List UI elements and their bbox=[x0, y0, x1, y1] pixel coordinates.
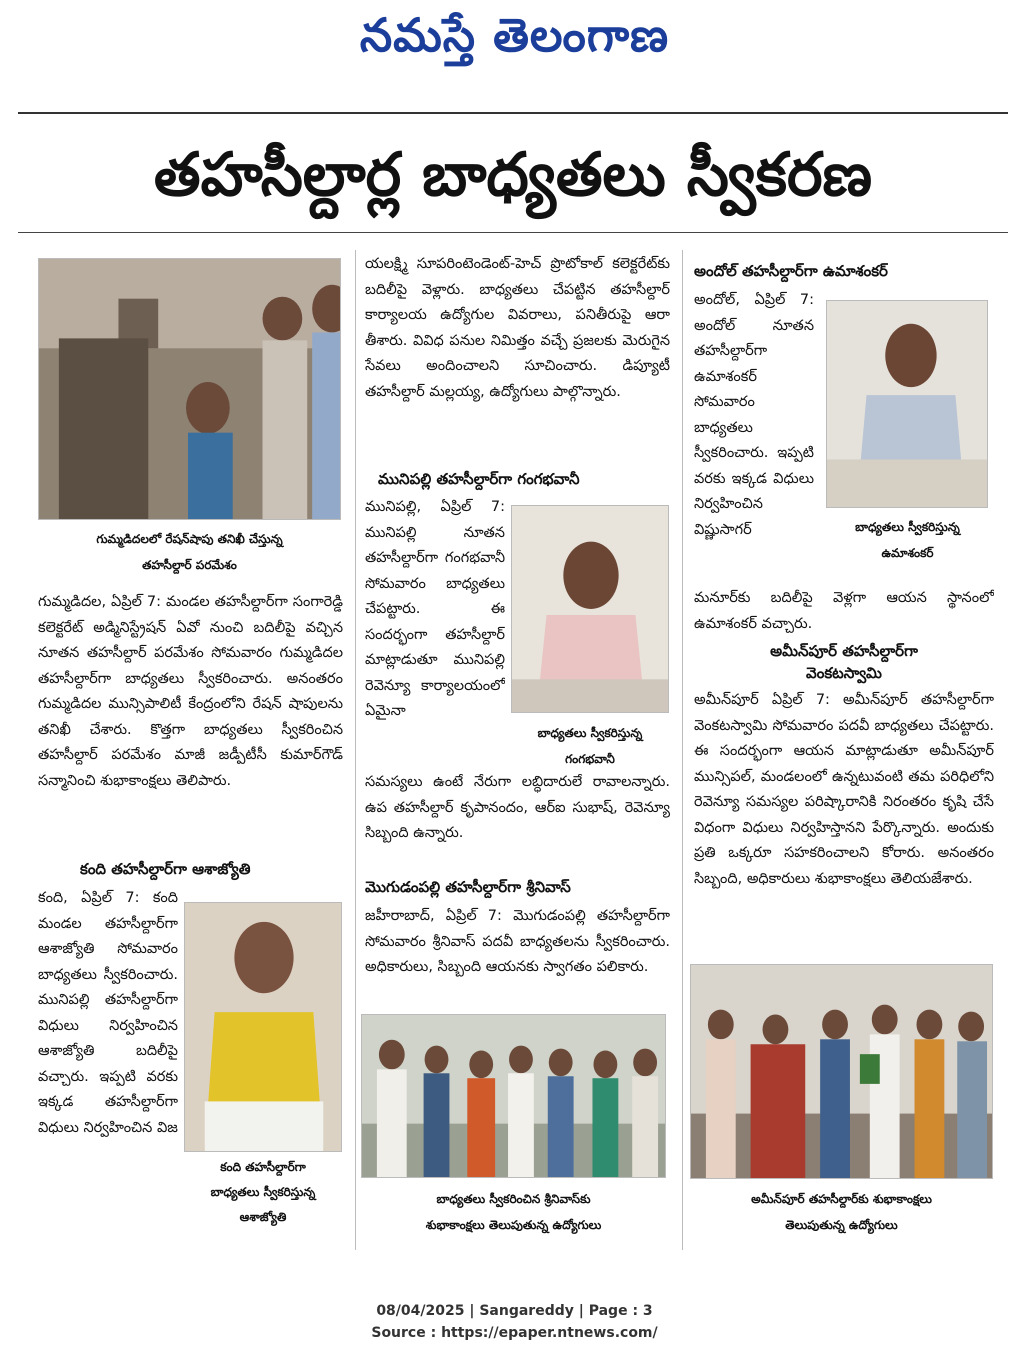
caption-line: తహసీల్దార్ పరమేశం bbox=[142, 558, 237, 572]
story-mogudampalli: జహీరాబాద్, ఏప్రిల్ 7: మొగుడంపల్లి తహసీల్దార్‌గా సోమవారం శ్రీనివాస్ పదవీ బాధ్యతలను స్వీకరించారు. అధికారులు, సిబ్బంది ఆయనకు స్వాగతం పలికారు. bbox=[365, 908, 670, 975]
story-munipalli: మునిపల్లి, ఏప్రిల్ 7: మునిపల్లి నూతన తహసీల్దార్‌గా గంగభవానీ సోమవారం బాధ్యతలు చేపట్టారు. ఈ సందర్భంగా తహసీల్దార్ మాట్లాడుతూ మునిపల్లి రెవెన్యూ కార్యాలయంలో ఏమైనా bbox=[365, 499, 505, 719]
story-andole: అందోల్, ఏప్రిల్ 7: అందోల్ నూతన తహసీల్దార్‌గా ఉమాశంకర్ సోమవారం బాధ్యతలు స్వీకరించారు. ఇప్పటి వరకు ఇక్కడ విధులు నిర్వహించిన విష్ణుసాగర్ bbox=[694, 292, 814, 538]
caption-line: బాధ్యతలు స్వీకరిస్తున్న bbox=[855, 520, 960, 534]
story-munipalli-continued: సమస్యలు ఉంటే నేరుగా లబ్ధిదారులే రావాలన్నారు. ఉప తహసీల్దార్ కృపానందం, ఆర్ఐ సుభాష్, రెవెన్యూ సిబ్బంది ఉన్నారు. bbox=[365, 774, 670, 841]
caption-line: తెలుపుతున్న ఉద్యోగులు bbox=[785, 1218, 898, 1232]
photo-caption bbox=[361, 1186, 666, 1238]
page-headline: తహసీల్దార్ల బాధ్యతలు స్వీకరణ bbox=[153, 140, 873, 210]
story-kandi: కంది, ఏప్రిల్ 7: కంది మండల తహసీల్దార్‌గా ఆశాజ్యోతి సోమవారం బాధ్యతలు స్వీకరించారు. మునిపల్లి తహసీల్దార్‌గా విధులు నిర్వహించిన ఆశాజ్యోతి బదిలీపై వచ్చారు. ఇప్పటి వరకు ఇక్కడ తహసీల్దార్‌గా విధులు నిర్వహించిన విజ bbox=[38, 890, 178, 1136]
caption-line: అమీన్‌పూర్ తహసీల్దార్‌కు శుభాకాంక్షలు bbox=[751, 1192, 932, 1206]
photo-umashankar bbox=[826, 300, 988, 508]
subhead-line: వెంకటస్వామి bbox=[806, 664, 882, 682]
subhead-mogudampalli: మొగుడంపల్లి తహసీల్దార్‌గా శ్రీనివాస్ bbox=[365, 878, 571, 896]
subhead-munipalli: మునిపల్లి తహసీల్దార్‌గా గంగభవానీ bbox=[378, 470, 580, 488]
photo-caption bbox=[38, 526, 341, 578]
subhead-kandi: కంది తహసీల్దార్‌గా ఆశాజ్యోతి bbox=[80, 860, 251, 878]
photo-caption bbox=[505, 720, 675, 772]
caption-line: బాధ్యతలు స్వీకరిస్తున్న bbox=[210, 1185, 316, 1199]
photo-gangabhavani bbox=[511, 505, 669, 713]
story-ameenpur: అమీన్‌పూర్ ఏప్రిల్ 7: అమీన్‌పూర్ తహసీల్దార్‌గా వెంకటస్వామి సోమవారం పదవీ బాధ్యతలు చేపట్టారు. ఈ సందర్భంగా ఆయన మాట్లాడుతూ అమీన్‌పూర్ మున్సిపల్, మండలంలో ఉన్నటువంటి తమ పరిధిలోని రెవెన్యూ సమస్యల పరిష్కారానికి నిరంతరం కృషి చేసే విధంగా విధులు నిర్వహిస్తానని పేర్కొన్నారు. అందుకు ప్రతి ఒక్కరూ సహకరించాలని కోరారు. అనంతరం సిబ్బంది, అధికారులు శుభాకాంక్షలు తెలియజేశారు. bbox=[694, 692, 994, 887]
footer-source: Source : https://epaper.ntnews.com/ bbox=[371, 1325, 658, 1341]
photo-caption bbox=[820, 514, 995, 566]
photo-ration-shop-inspection bbox=[38, 258, 341, 520]
photo-ashajyothi bbox=[184, 902, 342, 1152]
story-continued: యలక్ష్మి సూపరింటెండెంట్-హెచ్ ప్రొటోకాల్ కలెక్టరేట్‌కు బదిలీపై వెళ్లారు. బాధ్యతలు చేపట్టిన తహసీల్దార్ కార్యాలయ ఉద్యోగుల వివరాలు, పనితీరుపై ఆరా తీశారు. వివిధ పనుల నిమిత్తం వచ్చే ప్రజలకు మెరుగైన సేవలు అందించాలని సూచించారు. డిప్యూటీ తహసీల్దార్ మల్లయ్య, ఉద్యోగులు పాల్గొన్నారు. bbox=[365, 256, 670, 400]
caption-line: శుభాకాంక్షలు తెలుపుతున్న ఉద్యోగులు bbox=[425, 1218, 602, 1232]
caption-line: ఆశాజ్యోతి bbox=[239, 1210, 287, 1224]
footer-date-edition: 08/04/2025 | Sangareddy | Page : 3 bbox=[376, 1303, 653, 1319]
masthead-logo: నమస్తే తెలంగాణ bbox=[359, 8, 670, 62]
column-divider bbox=[355, 250, 356, 1250]
photo-caption bbox=[184, 1155, 342, 1230]
photo-caption bbox=[690, 1186, 993, 1238]
subhead-line: అమీన్‌పూర్ తహసీల్దార్‌గా bbox=[770, 642, 918, 660]
caption-line: గంగభవానీ bbox=[565, 752, 615, 766]
caption-line: బాధ్యతలు స్వీకరిస్తున్న bbox=[537, 726, 643, 740]
caption-line: ఉమాశంకర్ bbox=[881, 546, 934, 560]
photo-srinivas-greetings bbox=[361, 1014, 666, 1178]
subhead-andole: అందోల్ తహసీల్దార్‌గా ఉమాశంకర్ bbox=[694, 262, 888, 280]
caption-line: గుమ్మడిదలలో రేషన్‌షాపు తనిఖీ చేస్తున్న bbox=[96, 532, 283, 546]
headline-divider bbox=[18, 232, 1008, 233]
story-andole-continued: మనూర్‌కు బదిలీపై వెళ్లగా ఆయన స్థానంలో ఉమాశంకర్ వచ్చారు. bbox=[694, 590, 994, 632]
caption-line: బాధ్యతలు స్వీకరించిన శ్రీనివాస్‌కు bbox=[436, 1192, 591, 1206]
top-divider bbox=[18, 112, 1008, 114]
photo-ameenpur-greetings bbox=[690, 964, 993, 1179]
caption-line: కంది తహసీల్దార్‌గా bbox=[220, 1160, 306, 1174]
column-divider bbox=[682, 250, 683, 1250]
subhead-ameenpur bbox=[694, 640, 994, 684]
story-gummadidala: గుమ్మడిదల, ఏప్రిల్ 7: మండల తహసీల్దార్‌గా సంగారెడ్డి కలెక్టరేట్ అడ్మినిస్ట్రేషన్ ఏవో నుంచి బదిలీపై వచ్చిన నూతన తహసీల్దార్ పరమేశం సోమవారం గుమ్మడిదల తహసీల్దార్‌గా బాధ్యతలు స్వీకరించారు. అనంతరం గుమ్మడిదల మున్సిపాలిటీ కేంద్రంలోని రేషన్ షాపులను తనిఖీ చేశారు. కొత్తగా బాధ్యతలు స్వీకరించిన తహసీల్దార్ పరమేశం మాజీ జడ్పీటీసీ కుమార్‌గౌడ్ సన్మానించి శుభాకాంక్షలు తెలిపారు. bbox=[38, 594, 343, 789]
